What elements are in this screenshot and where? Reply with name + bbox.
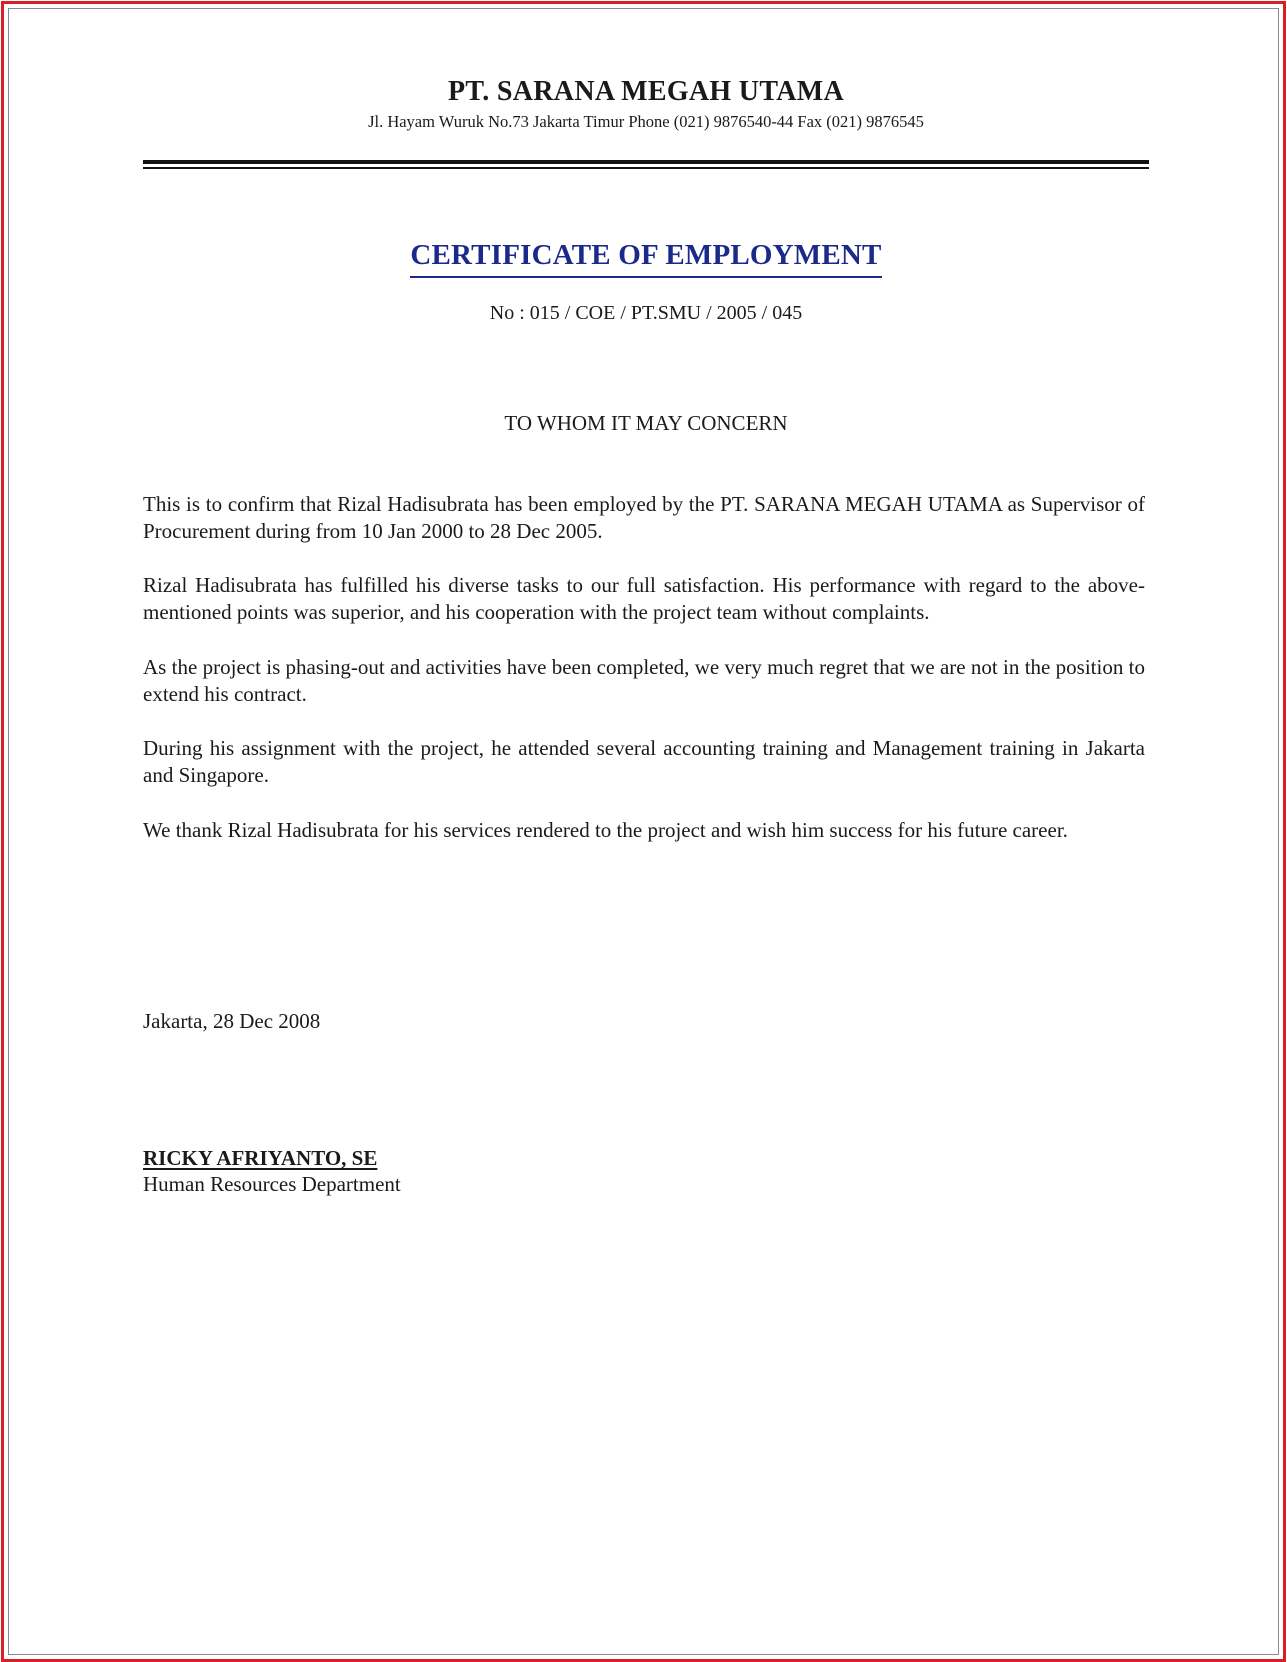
certificate-title-text: CERTIFICATE OF EMPLOYMENT	[410, 239, 881, 278]
salutation: TO WHOM IT MAY CONCERN	[504, 411, 788, 435]
certificate-number: No : 015 / COE / PT.SMU / 2005 / 045	[489, 302, 803, 324]
paragraph-5: We thank Rizal Hadisubrata for his services rendered to the project and wish him success for his future career.	[143, 818, 1068, 842]
letterhead-divider-thick	[143, 160, 1149, 164]
paragraph-3: As the project is phasing-out and activities have been completed, we very much regret that we are not in the position to extend his contract.	[143, 655, 1145, 706]
signer-department: Human Resources Department	[143, 1172, 401, 1196]
paragraph-4: During his assignment with the project, he attended several accounting training and Management training in Jakarta and Singapore.	[143, 736, 1145, 787]
letterhead-divider-thin	[143, 167, 1149, 169]
company-name: PT. SARANA MEGAH UTAMA	[447, 76, 844, 107]
paragraph-2: Rizal Hadisubrata has fulfilled his diverse tasks to our full satisfaction. His performance with regard to the above-mentioned points was superior, and his cooperation with the project team without complaints.	[143, 573, 1145, 624]
signer-name: RICKY AFRIYANTO, SE	[143, 1146, 378, 1170]
company-address: Jl. Hayam Wuruk No.73 Jakarta Timur Phone (021) 9876540-44 Fax (021) 9876545	[368, 112, 924, 131]
certificate-title	[143, 239, 1149, 278]
place-date: Jakarta, 28 Dec 2008	[143, 1009, 321, 1033]
paragraph-1: This is to confirm that Rizal Hadisubrata has been employed by the PT. SARANA MEGAH UTAMA as Supervisor of Procurement during from 10 Jan 2000 to 28 Dec 2005.	[143, 492, 1145, 543]
